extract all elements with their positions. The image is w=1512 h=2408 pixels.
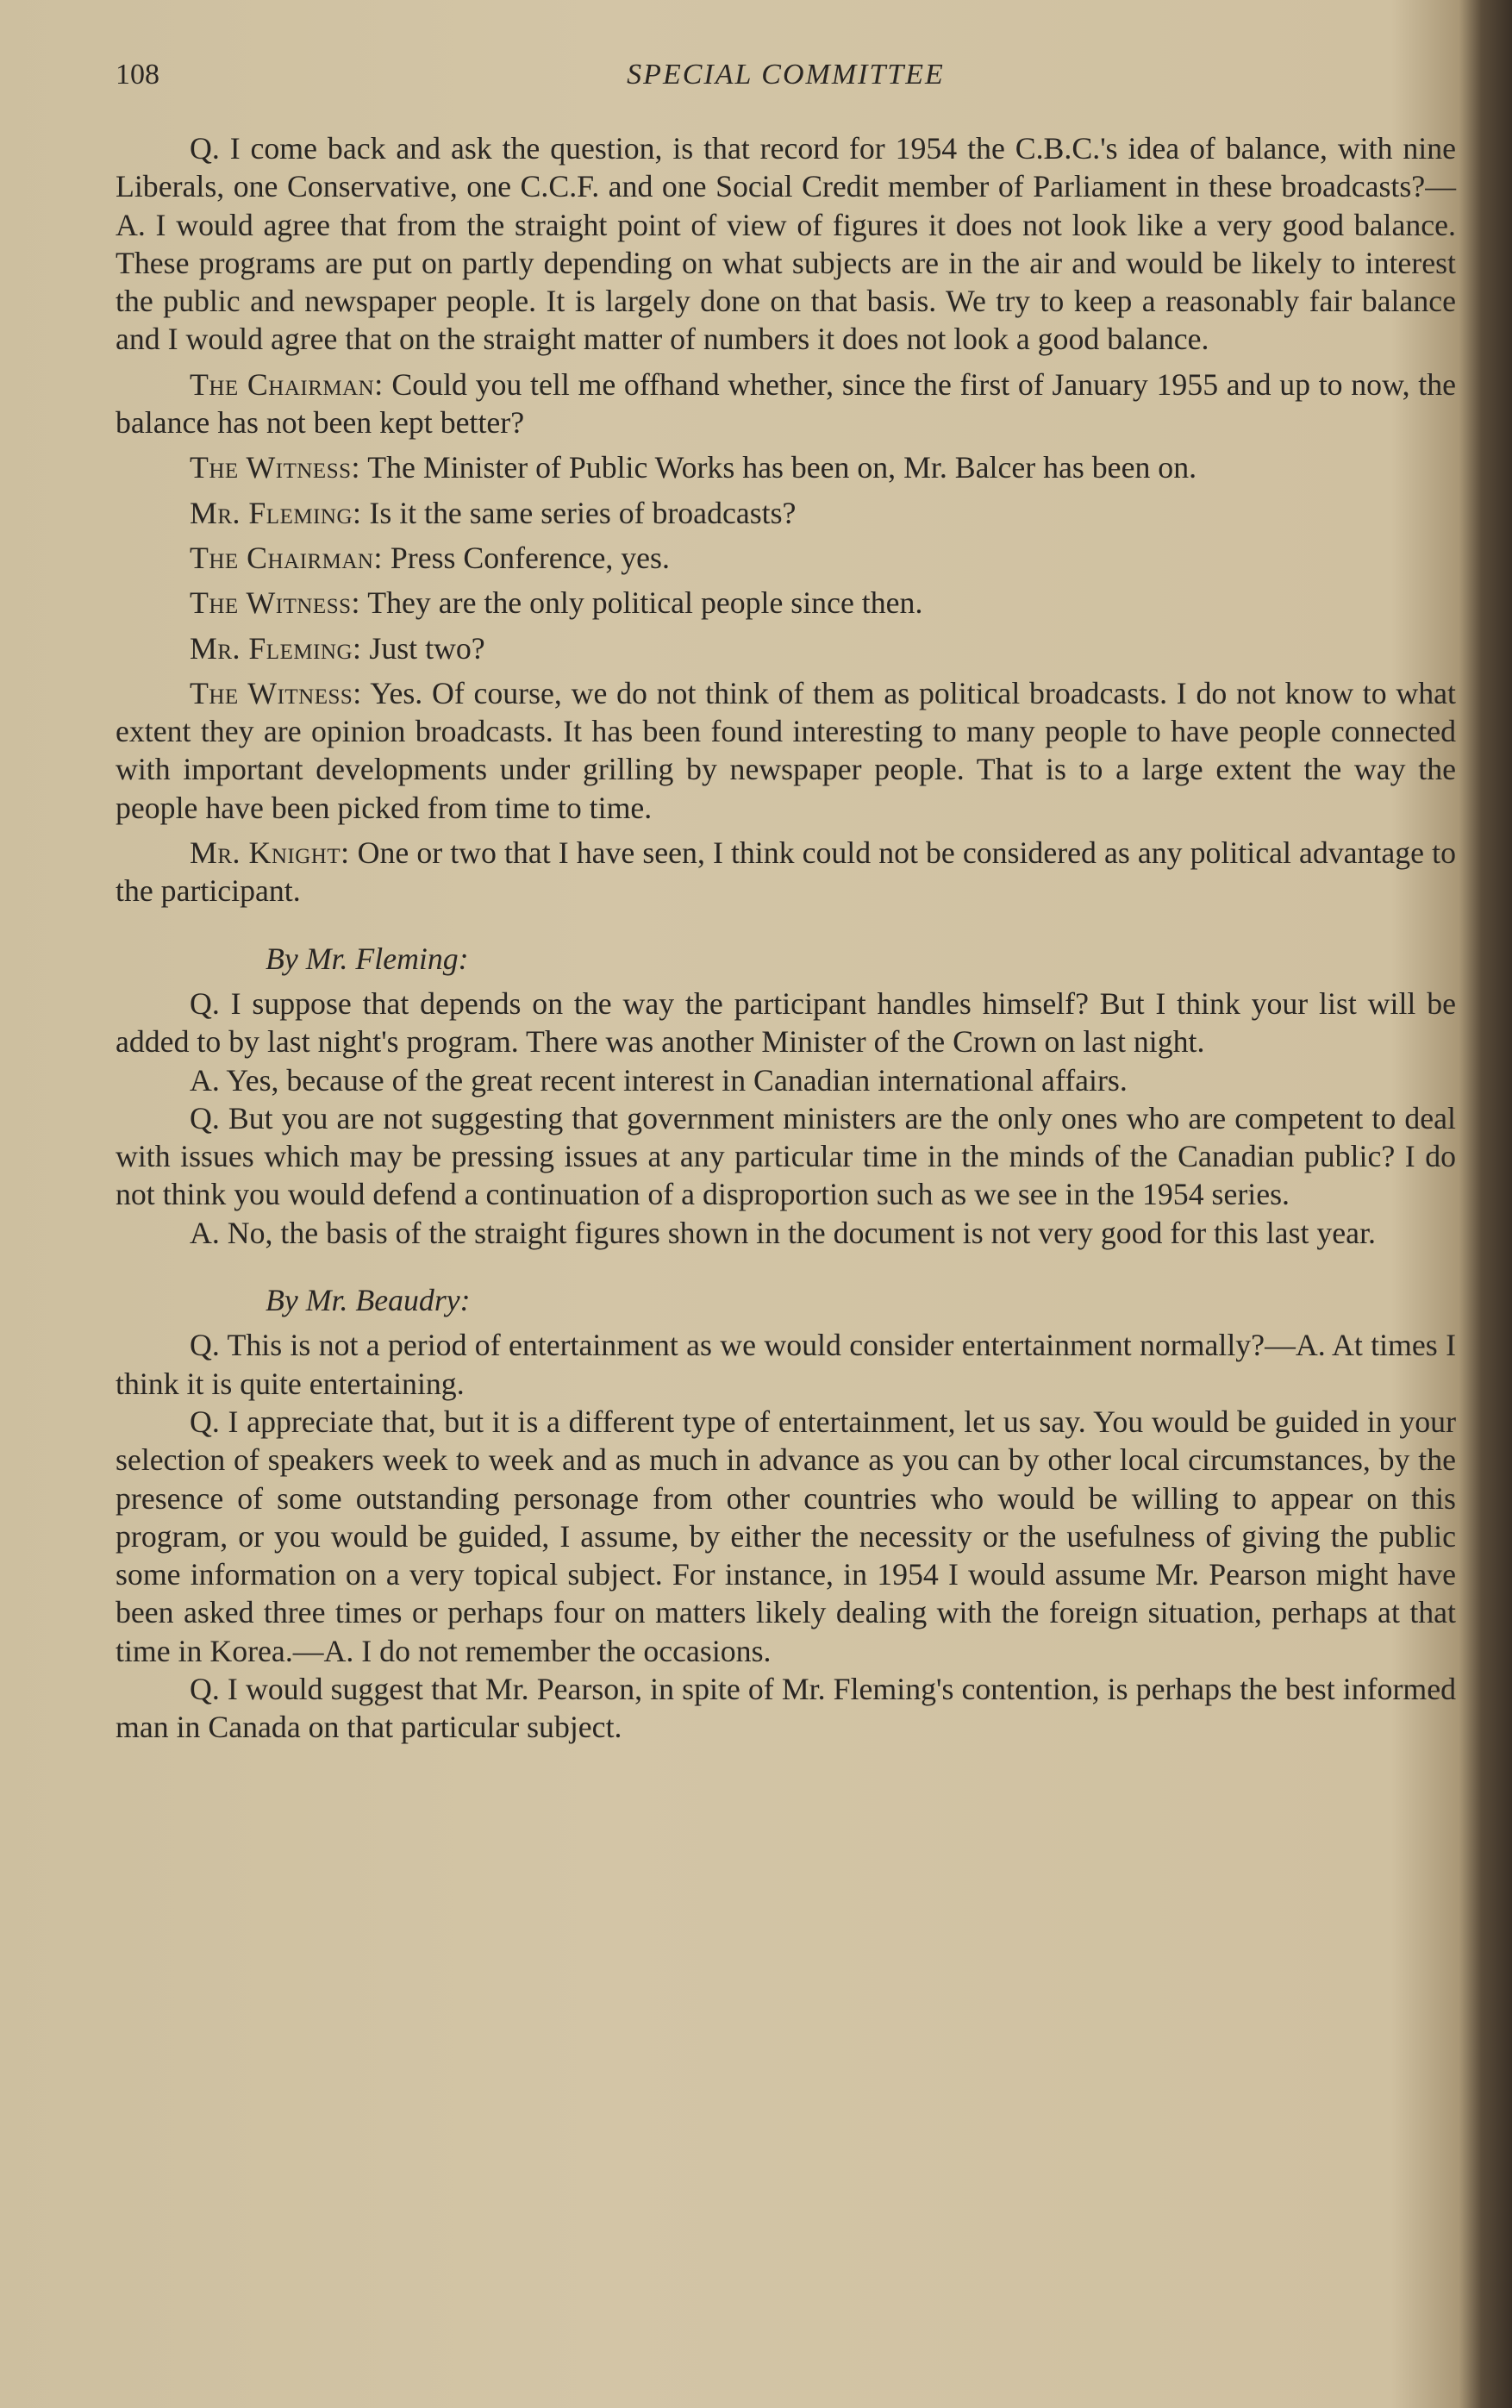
paragraph: Q. But you are not suggesting that government ministers are the only ones who are competent to deal with issues which may be pressing issues at any particular time in the minds of the Canadian public? I do not think you would defend a continuation of a disproportion such as we see in the 1954 series.	[116, 1100, 1456, 1212]
speaker-label: The Witness:	[190, 585, 360, 621]
speech-text: Just two?	[361, 630, 485, 666]
paragraph	[116, 448, 1456, 486]
speech-text: Yes. Of course, we do not think of them as political broadcasts. I do not know to what extent they are opinion broadcasts. It has been found interesting to many people to have people connected with important developments under grilling by newspaper people. That is to a large extent the way the people have been picked from time to time.	[116, 675, 1456, 825]
speech-text: Could you tell me offhand whether, since the first of January 1955 and up to now, the balance has not been kept better?	[116, 366, 1456, 441]
speech-text: One or two that I have seen, I think could not be considered as any political advantage to the participant.	[116, 835, 1456, 909]
speech-text: They are the only political people since then.	[359, 585, 923, 621]
speech-text: Press Conference, yes.	[382, 540, 670, 575]
paragraph	[116, 539, 1456, 577]
paragraph	[116, 584, 1456, 622]
page-header	[116, 59, 1456, 93]
speaker-label: Mr. Fleming:	[190, 495, 362, 530]
speech-text: The Minister of Public Works has been on, Mr. Balcer has been on.	[359, 450, 1197, 485]
speaker-label: The Witness:	[190, 450, 360, 485]
speech-text: Is it the same series of broadcasts?	[361, 495, 797, 530]
running-title: SPECIAL COMMITTEE	[627, 59, 945, 91]
paragraph	[116, 834, 1456, 910]
page-body	[116, 129, 1456, 1747]
paragraph: Q. I come back and ask the question, is that record for 1954 the C.B.C.'s idea of balance, with nine Liberals, one Conservative, one C.C.F. and one Social Credit member of Parliament in these broadcasts?—A. I would agree that from the straight point of view of figures it does not look like a very good balance. These programs are put on partly depending on what subjects are in the air and would be likely to interest the public and newspaper people. It is largely done on that basis. We try to keep a reasonably fair balance and I would agree that on the straight matter of numbers it does not look a good balance.	[116, 131, 1456, 357]
paragraph: Q. This is not a period of entertainment as we would consider entertainment normally?—A. At times I think it is quite entertaining.	[116, 1328, 1456, 1401]
paragraph	[116, 629, 1456, 667]
paragraph	[116, 366, 1456, 442]
paragraph	[116, 674, 1456, 827]
section-heading-fleming: By Mr. Fleming:	[266, 941, 469, 976]
paragraph: A. No, the basis of the straight figures shown in the document is not very good for this last year.	[190, 1215, 1376, 1250]
section-heading-beaudry: By Mr. Beaudry:	[266, 1283, 471, 1318]
paragraph	[116, 494, 1456, 532]
page-number: 108	[116, 59, 159, 91]
paragraph: A. Yes, because of the great recent interest in Canadian international affairs.	[190, 1062, 1128, 1098]
speaker-label: The Witness:	[190, 675, 362, 710]
speaker-label: The Chairman:	[190, 366, 384, 402]
speaker-label: Mr. Knight:	[190, 835, 350, 871]
paragraph: Q. I suppose that depends on the way the participant handles himself? But I think your list will be added to by last night's program. There was another Minister of the Crown on last night.	[116, 985, 1456, 1060]
speaker-label: The Chairman:	[190, 540, 383, 575]
speaker-label: Mr. Fleming:	[190, 630, 362, 666]
paragraph: Q. I appreciate that, but it is a different type of entertainment, let us say. You would be guided in your selection of speakers week to week and as much in advance as you can by other local circumstances, by the presence of some outstanding personage from other countries who would be willing to appear on this program, or you would be guided, I assume, by either the necessity or the usefulness of giving the public some information on a very topical subject. For instance, in 1954 I would assume Mr. Pearson might have been asked three times or perhaps four on matters likely dealing with the foreign situation, perhaps at that time in Korea.—A. I do not remember the occasions.	[116, 1404, 1456, 1668]
paragraph: Q. I would suggest that Mr. Pearson, in spite of Mr. Fleming's contention, is perhaps the best informed man in Canada on that particular subject.	[116, 1671, 1456, 1745]
